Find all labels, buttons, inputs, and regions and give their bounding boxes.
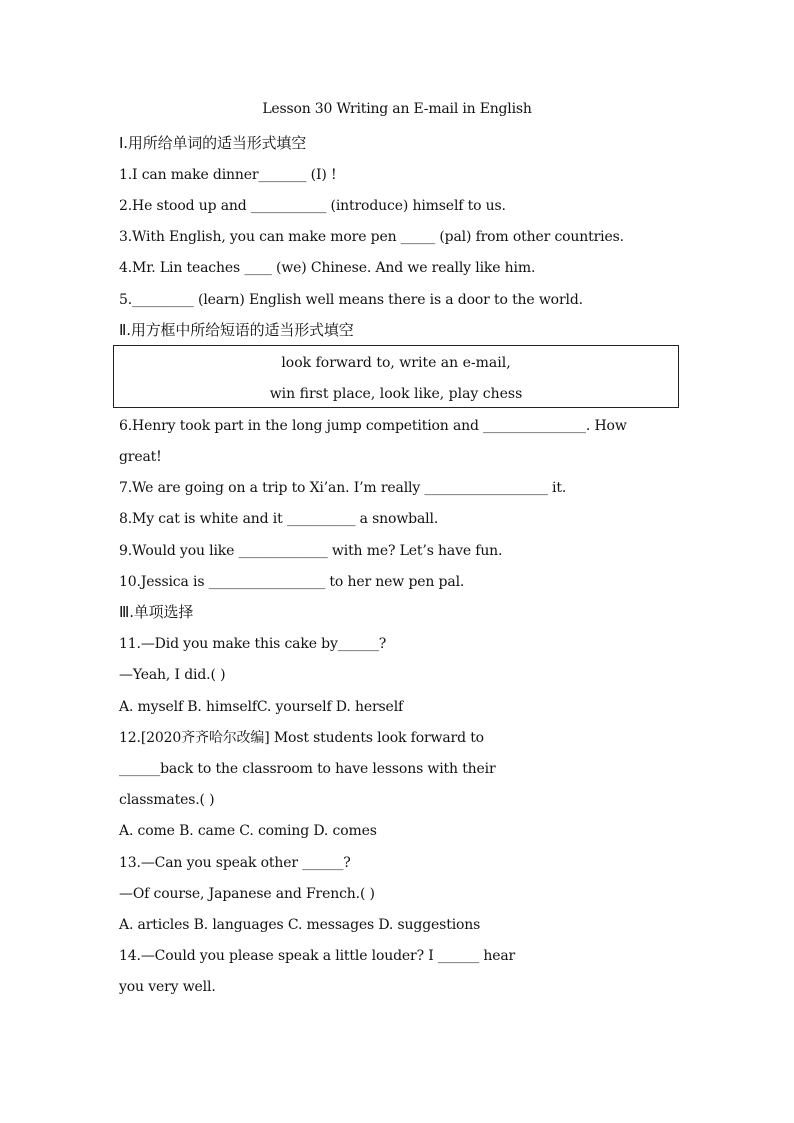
question-11-options: A. myself B. himselfC. yourself D. herself [119, 699, 404, 715]
question-12-continued: ______back to the classroom to have lessons with their [119, 761, 496, 777]
page-title: Lesson 30 Writing an E-mail in English [262, 101, 532, 117]
question-10: 10.Jessica is _________________ to her new pen pal. [119, 574, 465, 590]
question-14: 14.—Could you please speak a little louder? I ______ hear [119, 948, 516, 964]
question-13-reply: —Of course, Japanese and French.( ) [119, 886, 375, 902]
phrase-box [113, 345, 679, 408]
question-9: 9.Would you like _____________ with me? Let’s have fun. [119, 543, 503, 559]
question-13: 13.—Can you speak other ______? [119, 855, 351, 871]
section-heading-2: Ⅱ.用方框中所给短语的适当形式填空 [119, 321, 354, 339]
phrase-box-line-2: win first place, look like, play chess [269, 386, 523, 402]
section-heading-3: Ⅲ.单项选择 [119, 603, 194, 621]
question-6-continued: great! [119, 449, 162, 465]
question-11-reply: —Yeah, I did.( ) [119, 667, 226, 683]
question-12: 12.[2020齐齐哈尔改编] Most students look forward to [119, 730, 484, 746]
question-14-continued: you very well. [119, 979, 216, 995]
phrase-box-line-1: look forward to, write an e-mail, [281, 355, 511, 371]
question-4: 4.Mr. Lin teaches ____ (we) Chinese. And we really like him. [119, 260, 536, 276]
question-12-options: A. come B. came C. coming D. comes [119, 823, 377, 839]
question-5: 5._________ (learn) English well means there is a door to the world. [119, 292, 583, 308]
question-1: 1.I can make dinner_______ (I) ! [119, 167, 337, 183]
question-7: 7.We are going on a trip to Xi’an. I’m really __________________ it. [119, 480, 567, 496]
question-3: 3.With English, you can make more pen _____ (pal) from other countries. [119, 229, 624, 245]
question-11: 11.—Did you make this cake by______? [119, 636, 387, 652]
question-6: 6.Henry took part in the long jump competition and _______________. How [119, 418, 627, 434]
section-heading-1: Ⅰ.用所给单词的适当形式填空 [119, 134, 307, 152]
question-8: 8.My cat is white and it __________ a snowball. [119, 511, 439, 527]
question-2: 2.He stood up and ___________ (introduce) himself to us. [119, 198, 506, 214]
question-13-options: A. articles B. languages C. messages D. suggestions [119, 917, 481, 933]
question-12-end: classmates.( ) [119, 792, 215, 808]
